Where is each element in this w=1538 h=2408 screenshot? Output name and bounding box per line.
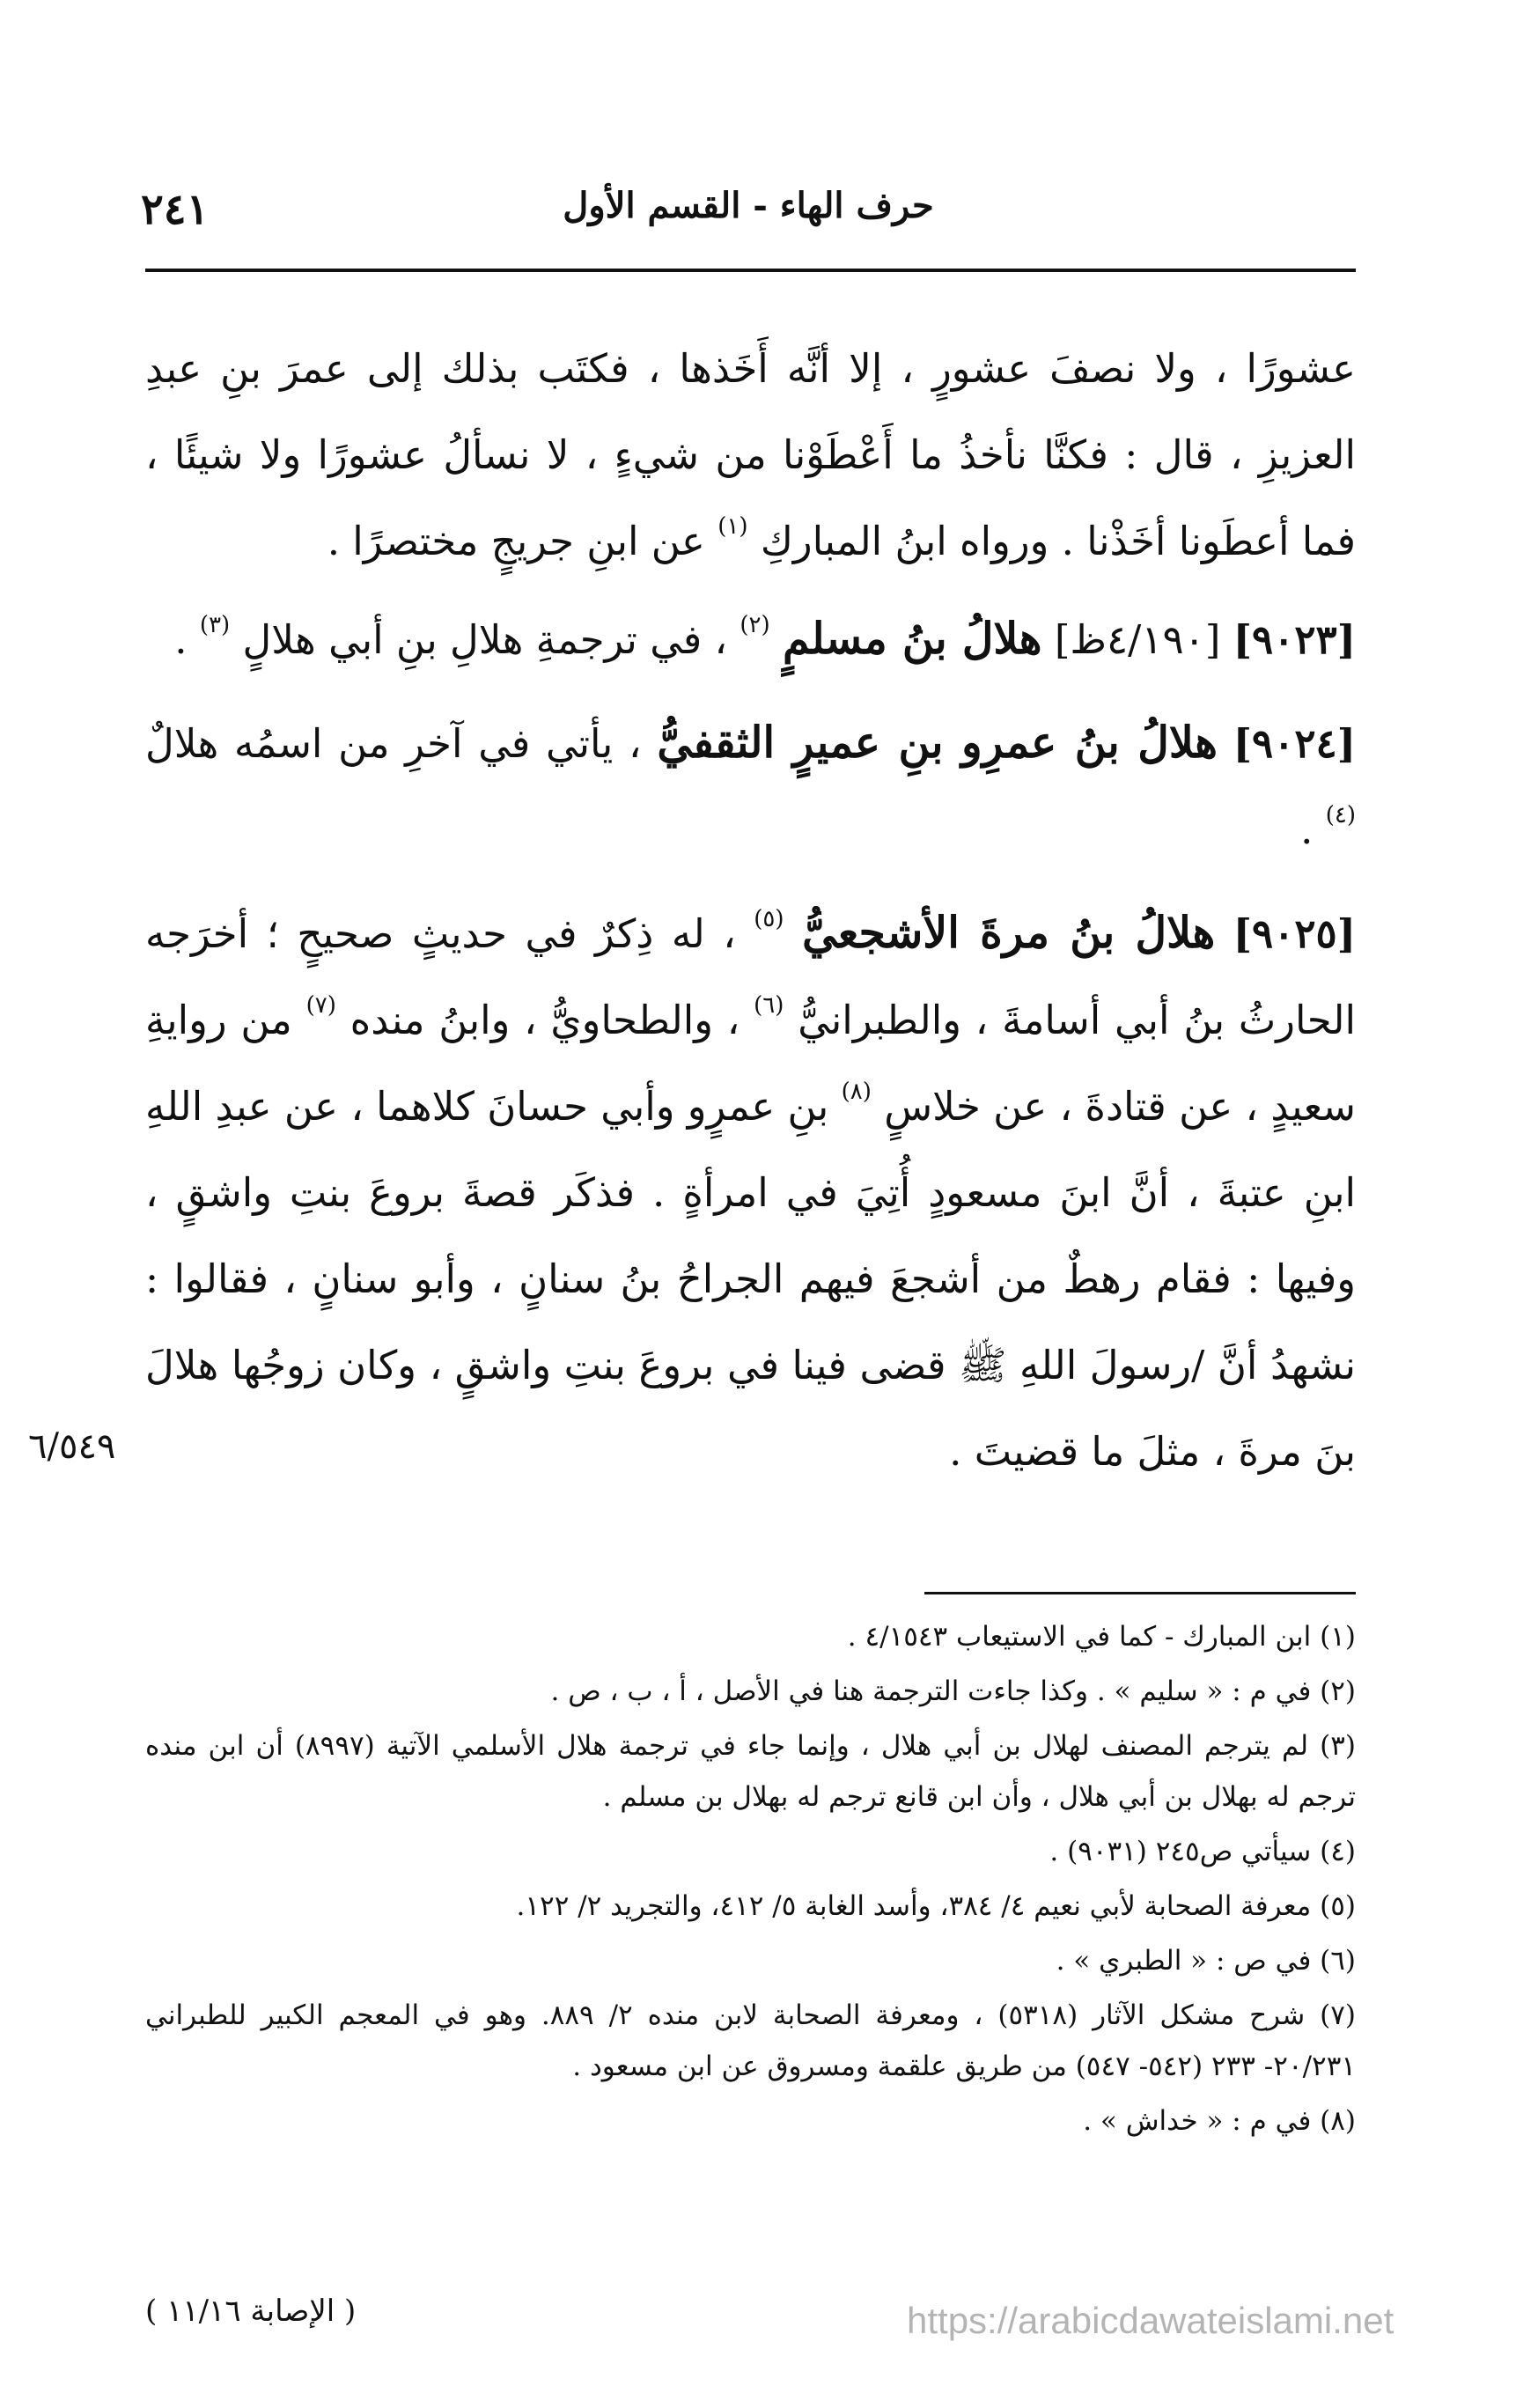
entry-text: ، يأتي في آخرِ من اسمُه هلالٌ: [145, 720, 642, 767]
note-ref-4: (٤): [1325, 802, 1356, 828]
entry-name: هلالُ بنُ مسلمٍ: [782, 613, 1042, 664]
footnote-8: (٨) في م : « خداش » .: [1083, 2105, 1356, 2137]
entry-9024: [145, 699, 1356, 873]
page-number: ٢٤١: [141, 185, 210, 234]
footnote-5: (٥) معرفة الصحابة لأبي نعيم ٤/ ٣٨٤، وأسد الغابة ٥/ ٤١٢، والتجريد ٢/ ١٢٢.: [516, 1890, 1356, 1922]
footnote-4: (٤) سيأتي ص٢٤٥ (٩٠٣١) .: [1049, 1836, 1356, 1867]
entry-text-1: ، له ذِكرٌ في حديثٍ صحيحٍ ؛ أخرَجه الحارثُ بنُ أبي أسامةَ ، والطبرانيُّ: [145, 910, 1356, 1043]
entry-end: .: [1300, 806, 1314, 853]
footnote-rule: [924, 1592, 1356, 1594]
entry-text: ، في ترجمةِ هلالِ بنِ أبي هلالٍ: [242, 616, 728, 663]
entry-end: .: [174, 616, 188, 663]
entry-number: [٩٠٢٤]: [1233, 720, 1357, 767]
intro-text-1: عشورًا ، ولا نصفَ عشورٍ ، إلا أنَّه أَخَذها ، فكتَب بذلك إلى عمرَ بنِ عبدِ العزيزِ ، قال : فكنَّا نأخذُ ما أَعْطَوْنا من شيءٍ ، لا نسألُ عشورًا ولا شيئًا ، فما أعطَونا أخَذْنا . ورواه ابنُ المباركِ: [145, 345, 1356, 564]
watermark-url: https://arabicdawateislami.net: [907, 2300, 1395, 2341]
entry-text-2: ، والطحاويُّ ، وابنُ منده: [350, 997, 740, 1043]
footnote-2: (٢) في م : « سليم » . وكذا جاءت الترجمة هنا في الأصل ، أ ، ب ، ص .: [550, 1675, 1356, 1707]
intro-paragraph: [145, 326, 1356, 585]
note-ref-6: (٦): [754, 992, 784, 1019]
entry-text-3: من روايةِ سعيدٍ ، عن قتادةَ ، عن خلاسٍ: [145, 997, 1356, 1130]
footnotes: [145, 1611, 1356, 2150]
page-header: [141, 185, 1356, 255]
entry-text-4: بنِ عمرٍو وأبي حسانَ كلاهما ، عن عبدِ اللهِ ابنِ عتبةَ ، أنَّ ابنَ مسعودٍ أُتِيَ في امرأةٍ . فذكَر قصةَ بروعَ بنتِ واشقٍ ، وفيها : فقام رهطٌ من أشجعَ فيهم الجراحُ بنُ سنانٍ ، وأبو سنانٍ ، فقالوا : نشهدُ أنَّ /رسولَ اللهِ ﷺ قضى فينا في بروعَ بنتِ واشقٍ ، وكان زوجُها هلالَ بنَ مرةَ ، مثلَ ما قضيتَ .: [145, 1083, 1356, 1475]
note-ref-8: (٨): [841, 1079, 872, 1105]
entry-name: هلالُ بنُ مرةَ الأشجعيُّ: [802, 907, 1216, 958]
note-ref-1: (١): [717, 513, 748, 540]
entry-number: [٩٠٢٥]: [1233, 910, 1357, 957]
footnote-1: (١) ابن المبارك - كما في الاستيعاب ٤/١٥٤٣ .: [847, 1621, 1356, 1653]
footnote-7: (٧) شرح مشكل الآثار (٥٣١٨) ، ومعرفة الصحابة لابن منده ٢/ ٨٨٩. وهو في المعجم الكبير للطبراني ٢٠/٢٣١- ٢٣٣ (٥٤٢- ٥٤٧) من طريق علقمة ومسروق عن ابن مسعود .: [145, 1999, 1356, 2082]
footnote-6: (٦) في ص : « الطبري » .: [1056, 1945, 1356, 1977]
footnote-3: (٣) لم يترجم المصنف لهلال بن أبي هلال ، وإنما جاء في ترجمة هلال الأسلمي الآتية (٨٩٩٧) أن ابن منده ترجم له بهلال بن أبي هلال ، وأن ابن قانع ترجم له بهلال بن مسلم .: [145, 1730, 1356, 1813]
running-title: حرف الهاء - القسم الأول: [563, 185, 934, 226]
note-ref-2: (٢): [740, 612, 770, 638]
manuscript-page-ref: [٤/١٩٠ظ]: [1054, 616, 1221, 663]
margin-page-ref: ٦/٥٤٩: [28, 1426, 116, 1467]
entry-9023: [145, 595, 1356, 683]
main-text: [145, 326, 1356, 1511]
header-rule: [145, 269, 1356, 272]
note-ref-3: (٣): [199, 612, 231, 638]
intro-text-2: عن ابنِ جريجٍ مختصرًا .: [327, 518, 705, 564]
entry-name: هلالُ بنُ عمرِو بنِ عميرٍ الثقفيُّ: [657, 717, 1218, 768]
entry-number: [٩٠٢٣]: [1233, 616, 1356, 663]
note-ref-7: (٧): [305, 992, 336, 1019]
volume-signature: ( الإصابة ١١/١٦ ): [145, 2294, 357, 2329]
note-ref-5: (٥): [754, 906, 784, 932]
entry-9025: [145, 889, 1356, 1495]
